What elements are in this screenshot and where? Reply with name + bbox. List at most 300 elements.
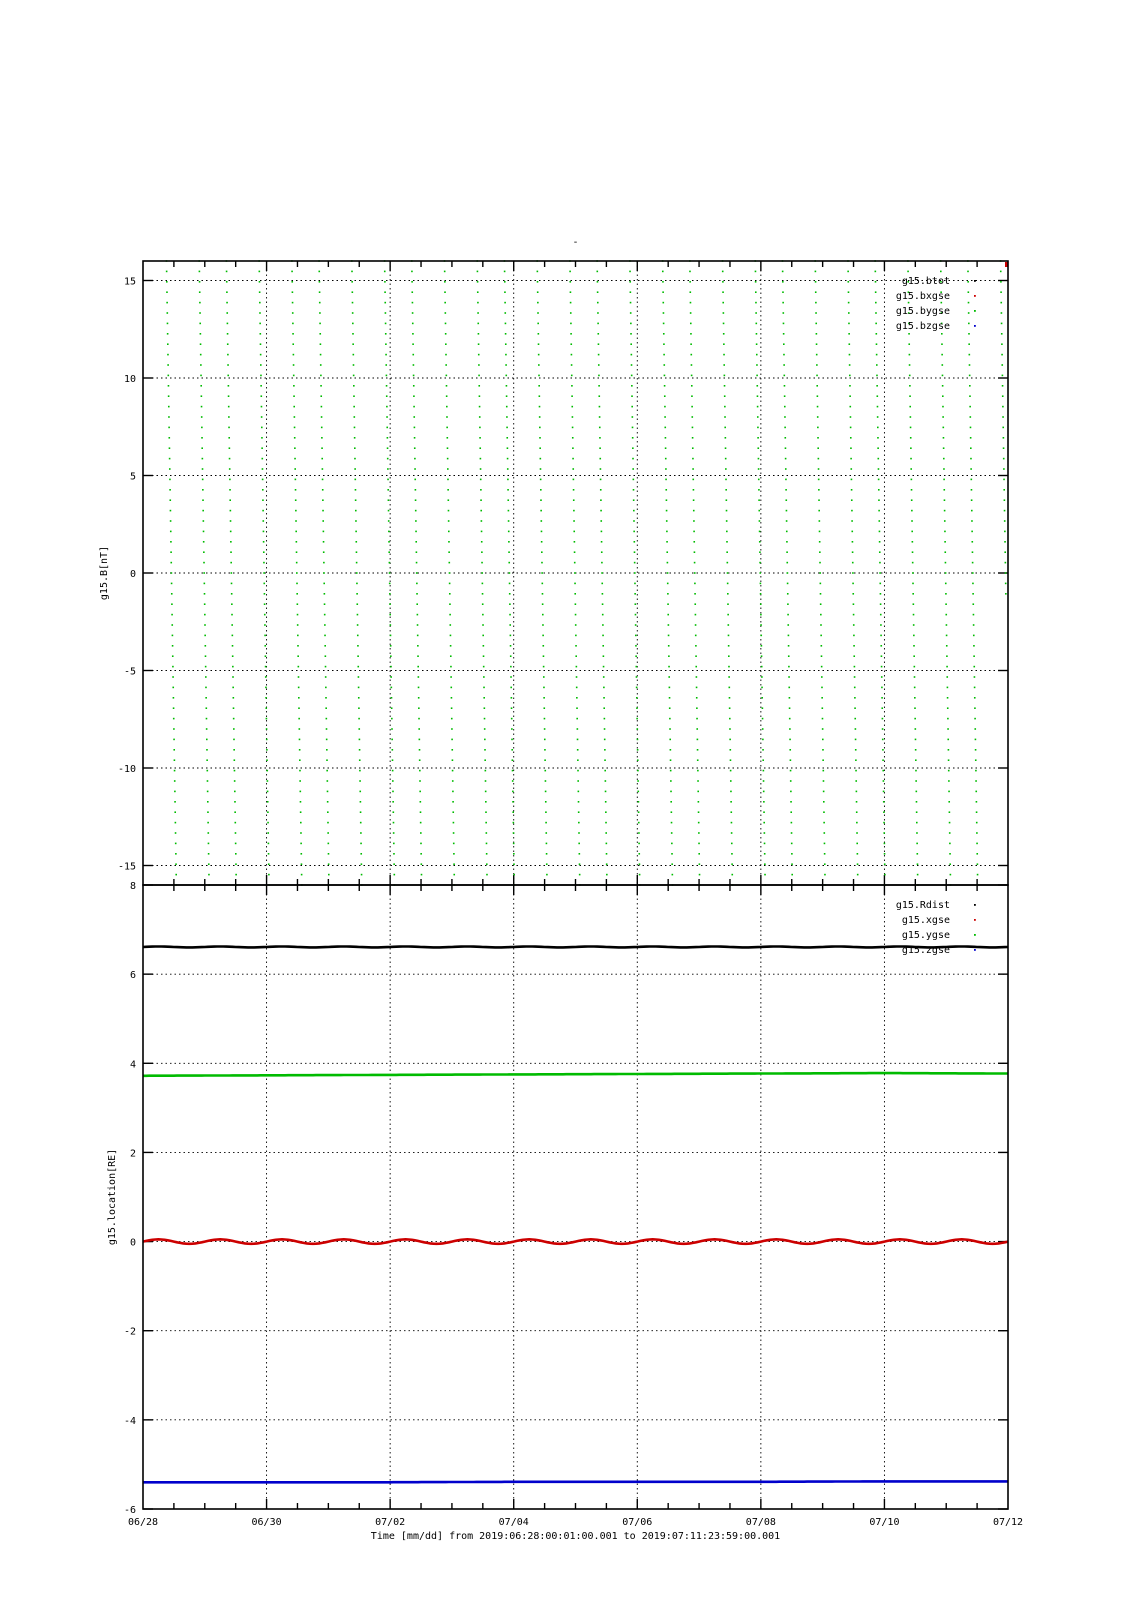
bygse-point bbox=[598, 375, 600, 377]
legend-entry-swatch bbox=[974, 280, 976, 282]
bygse-point bbox=[448, 531, 450, 533]
bygse-point bbox=[876, 333, 878, 335]
bygse-point bbox=[631, 375, 633, 377]
bygse-point bbox=[235, 853, 237, 855]
bygse-point bbox=[420, 801, 422, 803]
bygse-point bbox=[815, 291, 817, 293]
bygse-point bbox=[787, 572, 789, 574]
bygse-point bbox=[689, 281, 691, 283]
bygse-point bbox=[167, 375, 169, 377]
bygse-point bbox=[445, 343, 447, 345]
bygse-point bbox=[481, 541, 483, 543]
bygse-point bbox=[854, 676, 856, 678]
bygse-point bbox=[783, 375, 785, 377]
bygse-point bbox=[226, 281, 228, 283]
bygse-point bbox=[761, 687, 763, 689]
bygse-point bbox=[301, 874, 303, 876]
bygse-point bbox=[881, 655, 883, 657]
bygse-point bbox=[852, 541, 854, 543]
bygse-point bbox=[413, 416, 415, 418]
bygse-point bbox=[259, 281, 261, 283]
bygse-point bbox=[972, 583, 974, 585]
bygse-point bbox=[510, 687, 512, 689]
bygse-point bbox=[696, 687, 698, 689]
bygse-point bbox=[671, 832, 673, 834]
bygse-point bbox=[233, 707, 235, 709]
bygse-point bbox=[479, 406, 481, 408]
bygse-point bbox=[725, 479, 727, 481]
bygse-point bbox=[203, 572, 205, 574]
bygse-point bbox=[851, 510, 853, 512]
bygse-point bbox=[695, 635, 697, 637]
bygse-point bbox=[876, 385, 878, 387]
bygse-point bbox=[815, 312, 817, 314]
y-tick-label: 6 bbox=[129, 970, 136, 982]
bygse-point bbox=[412, 354, 414, 356]
bygse-point bbox=[169, 447, 171, 449]
bygse-point bbox=[908, 343, 910, 345]
bygse-point bbox=[479, 447, 481, 449]
bygse-point bbox=[602, 603, 604, 605]
bygse-point bbox=[690, 312, 692, 314]
bygse-point bbox=[883, 822, 885, 824]
bygse-point bbox=[973, 635, 975, 637]
bygse-point bbox=[510, 645, 512, 647]
bygse-point bbox=[690, 354, 692, 356]
bygse-point bbox=[783, 323, 785, 325]
bygse-point bbox=[353, 354, 355, 356]
bygse-point bbox=[235, 822, 237, 824]
bygse-point bbox=[729, 707, 731, 709]
bygse-point bbox=[479, 416, 481, 418]
bygse-point bbox=[199, 323, 201, 325]
bygse-point bbox=[630, 343, 632, 345]
bygse-point bbox=[913, 645, 915, 647]
bygse-point bbox=[633, 510, 635, 512]
bygse-point bbox=[852, 562, 854, 564]
bygse-point bbox=[764, 832, 766, 834]
bygse-point bbox=[207, 780, 209, 782]
bygse-point bbox=[325, 697, 327, 699]
bygse-point bbox=[663, 354, 665, 356]
bygse-point bbox=[878, 489, 880, 491]
legend-entry-swatch bbox=[974, 295, 976, 297]
bygse-point bbox=[538, 364, 540, 366]
bygse-point bbox=[447, 479, 449, 481]
bygse-point bbox=[689, 291, 691, 293]
bygse-point bbox=[974, 697, 976, 699]
bygse-point bbox=[848, 312, 850, 314]
bygse-point bbox=[574, 541, 576, 543]
bygse-point bbox=[884, 843, 886, 845]
bygse-point bbox=[579, 863, 581, 865]
bygse-point bbox=[538, 333, 540, 335]
bygse-point bbox=[358, 697, 360, 699]
bygse-point bbox=[571, 385, 573, 387]
bygse-point bbox=[729, 749, 731, 751]
bygse-point bbox=[478, 343, 480, 345]
bygse-point bbox=[728, 676, 730, 678]
bygse-point bbox=[508, 562, 510, 564]
bygse-point bbox=[850, 458, 852, 460]
bygse-point bbox=[669, 739, 671, 741]
bygse-point bbox=[480, 489, 482, 491]
bygse-point bbox=[326, 728, 328, 730]
bygse-point bbox=[848, 343, 850, 345]
bygse-point bbox=[414, 458, 416, 460]
bygse-point bbox=[175, 822, 177, 824]
y-axis-label: g15.B[nT] bbox=[99, 545, 110, 601]
bygse-point bbox=[691, 385, 693, 387]
bygse-point bbox=[761, 697, 763, 699]
bygse-point bbox=[728, 666, 730, 668]
bygse-point bbox=[878, 468, 880, 470]
bygse-point bbox=[420, 853, 422, 855]
bygse-point bbox=[853, 645, 855, 647]
bygse-point bbox=[542, 603, 544, 605]
bygse-point bbox=[510, 655, 512, 657]
bygse-point bbox=[481, 562, 483, 564]
bygse-point bbox=[486, 843, 488, 845]
bygse-point bbox=[200, 343, 202, 345]
bygse-point bbox=[668, 624, 670, 626]
bygse-point bbox=[755, 291, 757, 293]
bygse-point bbox=[638, 853, 640, 855]
bygse-point bbox=[385, 343, 387, 345]
bygse-point bbox=[477, 323, 479, 325]
bygse-point bbox=[538, 343, 540, 345]
bygse-point bbox=[878, 499, 880, 501]
bygse-point bbox=[853, 624, 855, 626]
bygse-point bbox=[911, 510, 913, 512]
bygse-point bbox=[760, 614, 762, 616]
bygse-point bbox=[360, 853, 362, 855]
bygse-point bbox=[513, 874, 515, 876]
bygse-point bbox=[910, 458, 912, 460]
legend-entry-label: g15.btot bbox=[901, 276, 950, 287]
bygse-point bbox=[208, 843, 210, 845]
bygse-point bbox=[260, 364, 262, 366]
bygse-point bbox=[848, 333, 850, 335]
bygse-point bbox=[973, 645, 975, 647]
series-line-g15-zgse bbox=[143, 1481, 1008, 1482]
bygse-point bbox=[235, 832, 237, 834]
bygse-point bbox=[208, 853, 210, 855]
bygse-point bbox=[507, 499, 509, 501]
bygse-point bbox=[418, 687, 420, 689]
legend-entry-label: g15.ygse bbox=[901, 930, 950, 941]
bygse-point bbox=[882, 749, 884, 751]
bygse-point bbox=[545, 801, 547, 803]
bygse-point bbox=[391, 687, 393, 689]
bygse-point bbox=[692, 447, 694, 449]
bygse-point bbox=[262, 510, 264, 512]
bygse-point bbox=[948, 801, 950, 803]
bygse-point bbox=[727, 593, 729, 595]
bygse-point bbox=[599, 447, 601, 449]
bygse-point bbox=[817, 447, 819, 449]
bygse-point bbox=[320, 364, 322, 366]
bygse-point bbox=[630, 302, 632, 304]
bygse-point bbox=[266, 728, 268, 730]
bygse-point bbox=[573, 489, 575, 491]
x-tick-label: 07/02 bbox=[375, 1517, 406, 1528]
bygse-point bbox=[600, 479, 602, 481]
bygse-point bbox=[354, 437, 356, 439]
bygse-point bbox=[208, 874, 210, 876]
bygse-point bbox=[351, 281, 353, 283]
bygse-point bbox=[698, 832, 700, 834]
bygse-point bbox=[856, 791, 858, 793]
bygse-point bbox=[668, 635, 670, 637]
bygse-point bbox=[823, 822, 825, 824]
bygse-point bbox=[542, 645, 544, 647]
bygse-point bbox=[296, 562, 298, 564]
bygse-point bbox=[597, 291, 599, 293]
bygse-point bbox=[728, 624, 730, 626]
bygse-point bbox=[821, 697, 823, 699]
bygse-point bbox=[852, 593, 854, 595]
bygse-point bbox=[881, 687, 883, 689]
bygse-point bbox=[787, 624, 789, 626]
bygse-point bbox=[393, 843, 395, 845]
bygse-point bbox=[352, 312, 354, 314]
bygse-point bbox=[630, 333, 632, 335]
bygse-point bbox=[694, 583, 696, 585]
bygse-point bbox=[173, 697, 175, 699]
bygse-point bbox=[539, 395, 541, 397]
bygse-point bbox=[298, 676, 300, 678]
bygse-point bbox=[227, 343, 229, 345]
bygse-point bbox=[453, 853, 455, 855]
bygse-point bbox=[822, 728, 824, 730]
bygse-point bbox=[204, 583, 206, 585]
bygse-point bbox=[578, 801, 580, 803]
bygse-point bbox=[947, 718, 949, 720]
bygse-point bbox=[977, 874, 979, 876]
bygse-point bbox=[757, 406, 759, 408]
bygse-point bbox=[569, 281, 571, 283]
bygse-point bbox=[1000, 271, 1002, 273]
bygse-point bbox=[540, 479, 542, 481]
bygse-point bbox=[631, 385, 633, 387]
bygse-point bbox=[730, 770, 732, 772]
bygse-point bbox=[851, 489, 853, 491]
bygse-point bbox=[353, 406, 355, 408]
bygse-point bbox=[636, 687, 638, 689]
bygse-point bbox=[598, 343, 600, 345]
bygse-point bbox=[229, 447, 231, 449]
bygse-point bbox=[261, 447, 263, 449]
bygse-point bbox=[199, 312, 201, 314]
bygse-point bbox=[669, 707, 671, 709]
bygse-point bbox=[602, 645, 604, 647]
bygse-point bbox=[849, 395, 851, 397]
bygse-point bbox=[856, 832, 858, 834]
bygse-point bbox=[201, 416, 203, 418]
bygse-point bbox=[875, 271, 877, 273]
bygse-point bbox=[852, 551, 854, 553]
bygse-point bbox=[358, 718, 360, 720]
bygse-point bbox=[392, 780, 394, 782]
bygse-point bbox=[914, 666, 916, 668]
bygse-point bbox=[1002, 385, 1004, 387]
bygse-point bbox=[324, 603, 326, 605]
bygse-point bbox=[451, 749, 453, 751]
bygse-point bbox=[361, 863, 363, 865]
bygse-point bbox=[326, 739, 328, 741]
bygse-point bbox=[788, 655, 790, 657]
bygse-point bbox=[325, 655, 327, 657]
bygse-point bbox=[259, 271, 261, 273]
bygse-point bbox=[669, 687, 671, 689]
bygse-point bbox=[973, 624, 975, 626]
bygse-point bbox=[509, 614, 511, 616]
bygse-point bbox=[449, 583, 451, 585]
bygse-point bbox=[417, 655, 419, 657]
bygse-point bbox=[856, 811, 858, 813]
bygse-point bbox=[416, 583, 418, 585]
bygse-point bbox=[599, 427, 601, 429]
bygse-point bbox=[823, 801, 825, 803]
bygse-point bbox=[671, 863, 673, 865]
bygse-point bbox=[909, 375, 911, 377]
bygse-point bbox=[912, 562, 914, 564]
bygse-point bbox=[882, 728, 884, 730]
bygse-point bbox=[357, 614, 359, 616]
bygse-point bbox=[972, 572, 974, 574]
bygse-point bbox=[604, 718, 606, 720]
bygse-point bbox=[229, 479, 231, 481]
bygse-point bbox=[480, 458, 482, 460]
bygse-point bbox=[881, 666, 883, 668]
bygse-point bbox=[420, 822, 422, 824]
bygse-point bbox=[762, 728, 764, 730]
bygse-point bbox=[697, 749, 699, 751]
bygse-point bbox=[570, 343, 572, 345]
bygse-point bbox=[693, 520, 695, 522]
bygse-point bbox=[541, 562, 543, 564]
bygse-point bbox=[598, 364, 600, 366]
bygse-point bbox=[878, 510, 880, 512]
bygse-point bbox=[205, 687, 207, 689]
bygse-point bbox=[450, 687, 452, 689]
bygse-point bbox=[726, 541, 728, 543]
bygse-point bbox=[572, 447, 574, 449]
bygse-point bbox=[727, 572, 729, 574]
bygse-point bbox=[265, 676, 267, 678]
bygse-point bbox=[262, 520, 264, 522]
bygse-point bbox=[972, 593, 974, 595]
bygse-point bbox=[696, 707, 698, 709]
bygse-point bbox=[266, 749, 268, 751]
bygse-point bbox=[944, 551, 946, 553]
bygse-point bbox=[482, 583, 484, 585]
bygse-point bbox=[604, 759, 606, 761]
bygse-point bbox=[506, 437, 508, 439]
bygse-point bbox=[665, 489, 667, 491]
bygse-point bbox=[389, 562, 391, 564]
bygse-point bbox=[763, 811, 765, 813]
bygse-point bbox=[386, 395, 388, 397]
bygse-point bbox=[483, 676, 485, 678]
bygse-point bbox=[759, 551, 761, 553]
bygse-point bbox=[882, 770, 884, 772]
bygse-point bbox=[816, 375, 818, 377]
bygse-point bbox=[949, 843, 951, 845]
bygse-point bbox=[759, 541, 761, 543]
bygse-point bbox=[634, 562, 636, 564]
bygse-point bbox=[352, 323, 354, 325]
bygse-point bbox=[761, 666, 763, 668]
bygse-point bbox=[416, 551, 418, 553]
bygse-point bbox=[667, 603, 669, 605]
bygse-point bbox=[199, 291, 201, 293]
bygse-point bbox=[167, 343, 169, 345]
bygse-point bbox=[974, 707, 976, 709]
bygse-point bbox=[170, 520, 172, 522]
bygse-point bbox=[976, 843, 978, 845]
bygse-point bbox=[671, 843, 673, 845]
bygse-point bbox=[574, 593, 576, 595]
bygse-point bbox=[633, 499, 635, 501]
y-tick-label: -2 bbox=[123, 1326, 136, 1338]
bygse-point bbox=[909, 354, 911, 356]
bygse-point bbox=[914, 718, 916, 720]
bygse-point bbox=[790, 780, 792, 782]
bygse-point bbox=[453, 822, 455, 824]
bygse-point bbox=[883, 832, 885, 834]
bygse-point bbox=[970, 479, 972, 481]
bygse-point bbox=[947, 739, 949, 741]
bygse-point bbox=[480, 479, 482, 481]
bygse-point bbox=[724, 427, 726, 429]
bygse-point bbox=[545, 822, 547, 824]
bygse-point bbox=[755, 271, 757, 273]
bygse-point bbox=[413, 364, 415, 366]
bygse-point bbox=[450, 676, 452, 678]
bygse-point bbox=[604, 770, 606, 772]
bygse-point bbox=[604, 728, 606, 730]
bygse-point bbox=[540, 489, 542, 491]
bygse-point bbox=[509, 603, 511, 605]
bygse-point bbox=[539, 406, 541, 408]
bygse-point bbox=[854, 666, 856, 668]
bygse-point bbox=[670, 749, 672, 751]
bygse-point bbox=[763, 780, 765, 782]
bygse-point bbox=[450, 655, 452, 657]
bygse-point bbox=[851, 479, 853, 481]
bygse-point bbox=[603, 676, 605, 678]
bygse-point bbox=[544, 749, 546, 751]
bygse-point bbox=[261, 437, 263, 439]
bygse-point bbox=[173, 739, 175, 741]
bygse-point bbox=[261, 458, 263, 460]
bygse-point bbox=[970, 437, 972, 439]
series-line-g15-Rdist bbox=[143, 947, 1008, 948]
bygse-point bbox=[815, 302, 817, 304]
bygse-point bbox=[821, 666, 823, 668]
bygse-point bbox=[577, 749, 579, 751]
bygse-point bbox=[967, 271, 969, 273]
bygse-point bbox=[727, 562, 729, 564]
bygse-point bbox=[319, 323, 321, 325]
bygse-point bbox=[485, 801, 487, 803]
bygse-point bbox=[663, 343, 665, 345]
bygse-point bbox=[671, 822, 673, 824]
bygse-point bbox=[571, 354, 573, 356]
bygse-point bbox=[759, 531, 761, 533]
